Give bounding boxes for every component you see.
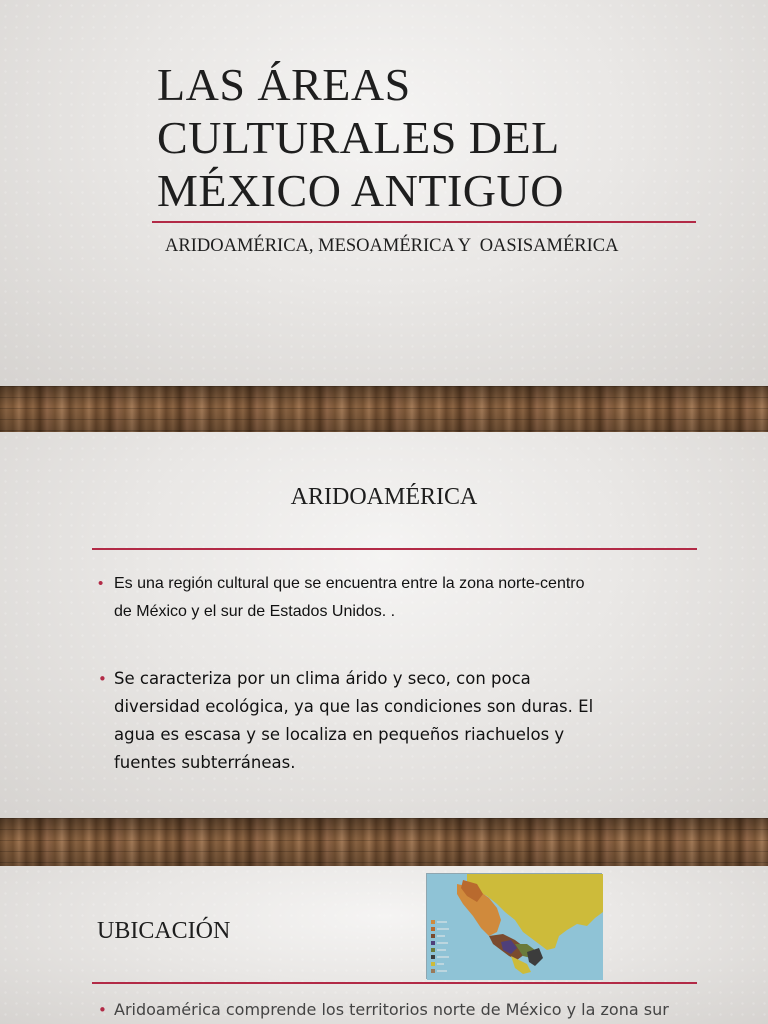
bullet-line: de México y el sur de Estados Unidos. .	[114, 603, 396, 620]
slide-ubicacion	[0, 866, 768, 1024]
list-item	[98, 570, 698, 626]
bullet-list	[98, 997, 768, 1023]
bullet-line: Se caracteriza por un clima árido y seco, con poca	[114, 669, 531, 688]
heading-divider	[92, 982, 697, 984]
map-image	[426, 873, 602, 979]
bullet-line: fuentes subterráneas.	[114, 753, 296, 772]
bullet-line: Aridoamérica comprende los territorios norte de México y la zona sur	[114, 1000, 669, 1019]
bullet-list	[98, 570, 698, 626]
bullet-marker-icon: •	[98, 670, 107, 688]
slide-subtitle: ARIDOAMÉRICA, MESOAMÉRICA Y OASISAMÉRICA	[165, 236, 619, 256]
slide-title	[0, 0, 768, 386]
bullet-list	[98, 665, 698, 777]
title-divider	[152, 221, 696, 223]
bullet-line: diversidad ecológica, ya que las condiciones son duras. El	[114, 697, 594, 716]
map-icon	[427, 874, 603, 980]
heading-divider	[92, 548, 697, 550]
title-line: CULTURALES DEL	[157, 112, 560, 163]
bullet-line: agua es escasa y se localiza en pequeños riachuelos y	[114, 725, 565, 744]
bullet-line: Es una región cultural que se encuentra entre la zona norte-centro	[114, 575, 585, 592]
slide-heading: UBICACIÓN	[97, 918, 231, 944]
wood-floor-divider	[0, 818, 768, 866]
bullet-marker-icon: •	[98, 1001, 107, 1019]
wood-floor-divider	[0, 386, 768, 432]
slide-heading: ARIDOAMÉRICA	[290, 484, 478, 510]
title-line: MÉXICO ANTIGUO	[157, 165, 564, 216]
list-item	[98, 665, 698, 777]
slide-aridoamerica	[0, 432, 768, 818]
slide-title-heading	[157, 58, 717, 217]
list-item	[98, 997, 768, 1023]
bullet-marker-icon: •	[98, 575, 104, 592]
title-line: LAS ÁREAS	[157, 59, 411, 110]
